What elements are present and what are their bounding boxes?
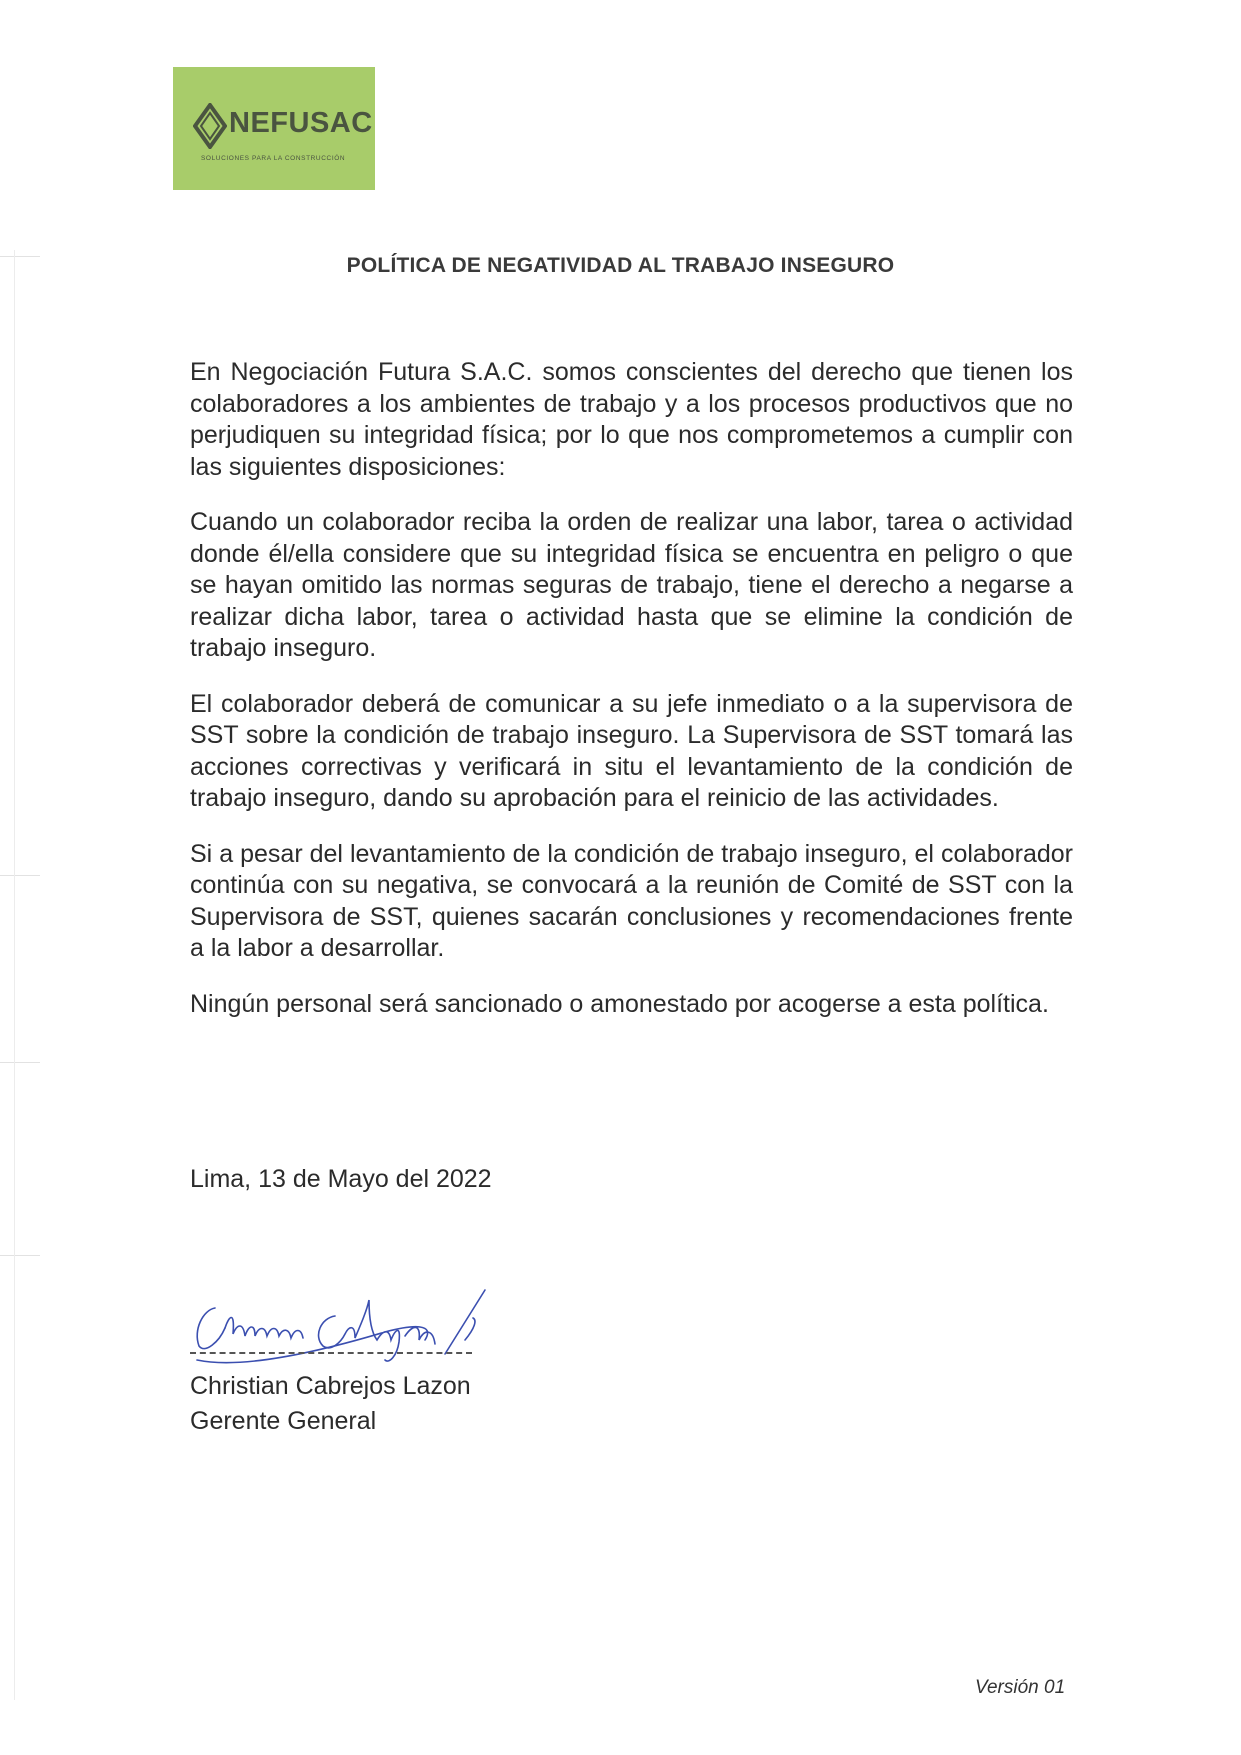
signer-block: [190, 1369, 471, 1439]
paragraph-intro: En Negociación Futura S.A.C. somos conscientes del derecho que tienen los colaboradores a los ambientes de trabajo y a los procesos productivos que no perjudiquen su integridad física; por lo que nos comprometemos a cumplir con las siguientes disposiciones:: [190, 358, 1073, 481]
company-logo: [173, 67, 375, 190]
paragraph-committee: Si a pesar del levantamiento de la condición de trabajo inseguro, el colaborador continúa con su negativa, se convocará a la reunión de Comité de SST con la Supervisora de SST, quienes sacarán conclusiones y recomendaciones frente a la labor a desarrollar.: [190, 839, 1073, 962]
scan-edge-line: [14, 250, 15, 1700]
handwritten-signature: [185, 1280, 525, 1370]
paragraph-communication: El colaborador deberá de comunicar a su jefe inmediato o a la supervisora de SST sobre la condición de trabajo inseguro. La Supervisora de SST tomará las acciones correctivas y verificará in situ el levantamiento de la condición de trabajo inseguro, dando su aprobación para el reinicio de las actividades.: [190, 689, 1073, 812]
document-body: [190, 357, 1073, 1044]
logo-tagline: SOLUCIONES PARA LA CONSTRUCCIÓN: [201, 155, 346, 162]
logo-brand: NEFUSAC: [229, 107, 373, 139]
scan-edge-mark: [0, 875, 40, 876]
paragraph-right-to-refuse: Cuando un colaborador reciba la orden de realizar una labor, tarea o actividad donde él/ella considere que su integridad física se encuentra en peligro o que se hayan omitido las normas seguras de trabajo, tiene el derecho a negarse a realizar dicha labor, tarea o actividad hasta que se elimine la condición de trabajo inseguro.: [190, 508, 1073, 662]
signature-line: [190, 1352, 472, 1354]
paragraph-no-sanction: Ningún personal será sancionado o amonestado por acogerse a esta política.: [190, 989, 1049, 1018]
signer-name: Christian Cabrejos Lazon: [190, 1372, 471, 1400]
signer-role: Gerente General: [190, 1407, 377, 1435]
document-date: Lima, 13 de Mayo del 2022: [190, 1165, 492, 1193]
document-version: Versión 01: [975, 1677, 1066, 1698]
document-title: POLÍTICA DE NEGATIVIDAD AL TRABAJO INSEGURO: [346, 254, 895, 277]
diamond-outline-icon: [193, 103, 227, 149]
scan-edge-mark: [0, 1255, 40, 1256]
scan-edge-mark: [0, 1062, 40, 1063]
